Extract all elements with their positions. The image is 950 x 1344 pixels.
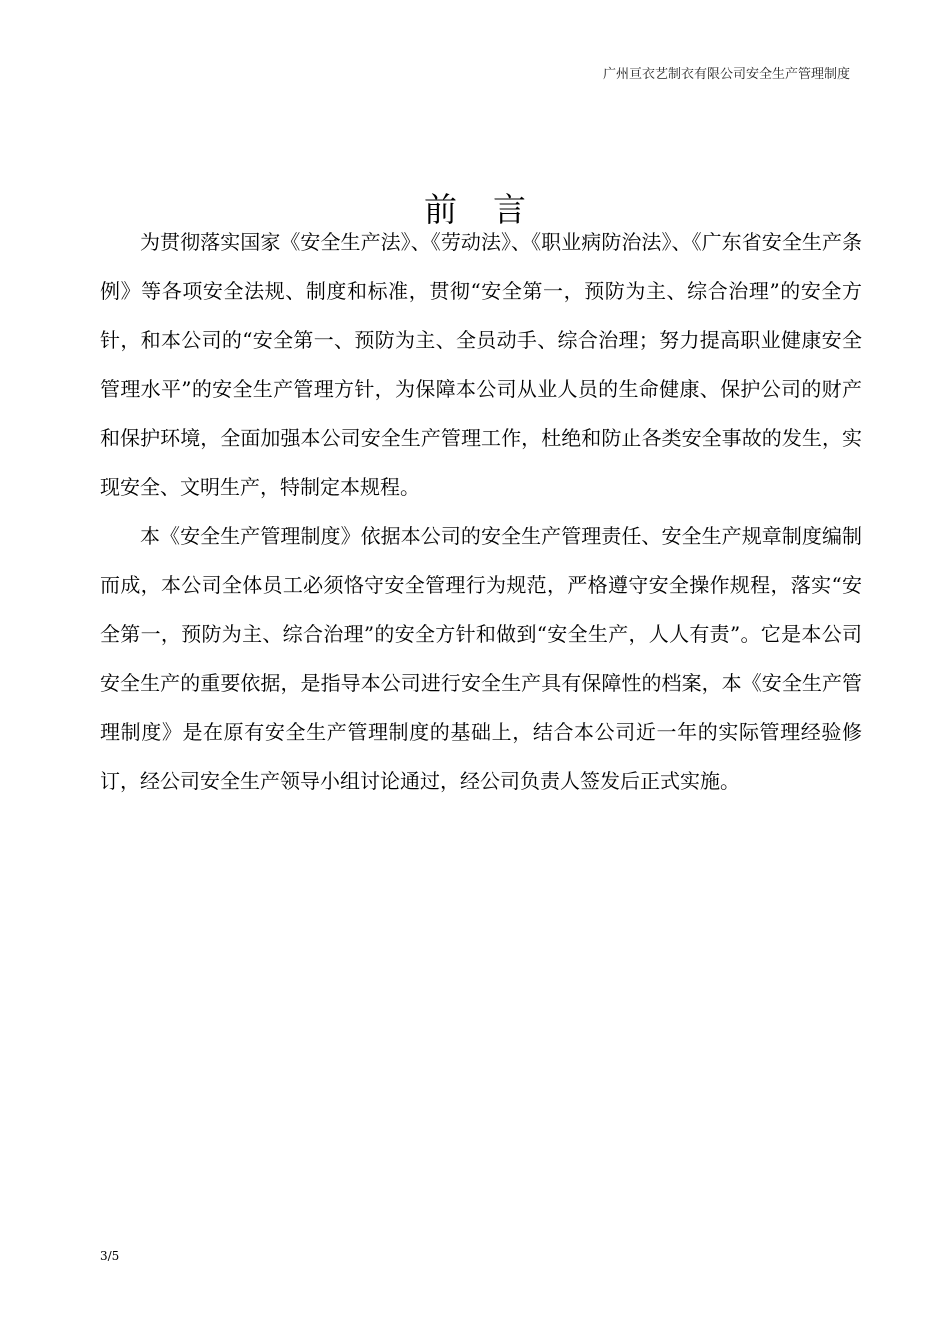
paragraph-2: 本《安全生产管理制度》依据本公司的安全生产管理责任、安全生产规章制度编制而成，本公司全体员工必须恪守安全管理行为规范，严格遵守安全操作规程，落实“安全第一，预防为主、综合治理”的安全方针和做到“安全生产，人人有责”。它是本公司安全生产的重要依据，是指导本公司进行安全生产具有保障性的档案，本《安全生产管理制度》是在原有安全生产管理制度的基础上，结合本公司近一年的实际管理经验修订，经公司安全生产领导小组讨论通过，经公司负责人签发后正式实施。 [100, 524, 862, 793]
page-title: 前言 [424, 190, 562, 230]
running-header: 广州亘衣艺制衣有限公司安全生产管理制度 [602, 67, 850, 82]
paragraph-1: 为贯彻落实国家《安全生产法》、《劳动法》、《职业病防治法》、《广东省安全生产条例》等各项安全法规、制度和标准，贯彻“安全第一，预防为主、综合治理”的安全方针，和本公司的“安全第一、预防为主、全员动手、综合治理；努力提高职业健康安全管理水平”的安全生产管理方针，为保障本公司从业人员的生命健康、保护公司的财产和保护环境，全面加强本公司安全生产管理工作，杜绝和防止各类安全事故的发生，实现安全、文明生产，特制定本规程。 [100, 230, 862, 499]
page-number: 3/5 [100, 1249, 120, 1263]
document-body [100, 218, 862, 806]
